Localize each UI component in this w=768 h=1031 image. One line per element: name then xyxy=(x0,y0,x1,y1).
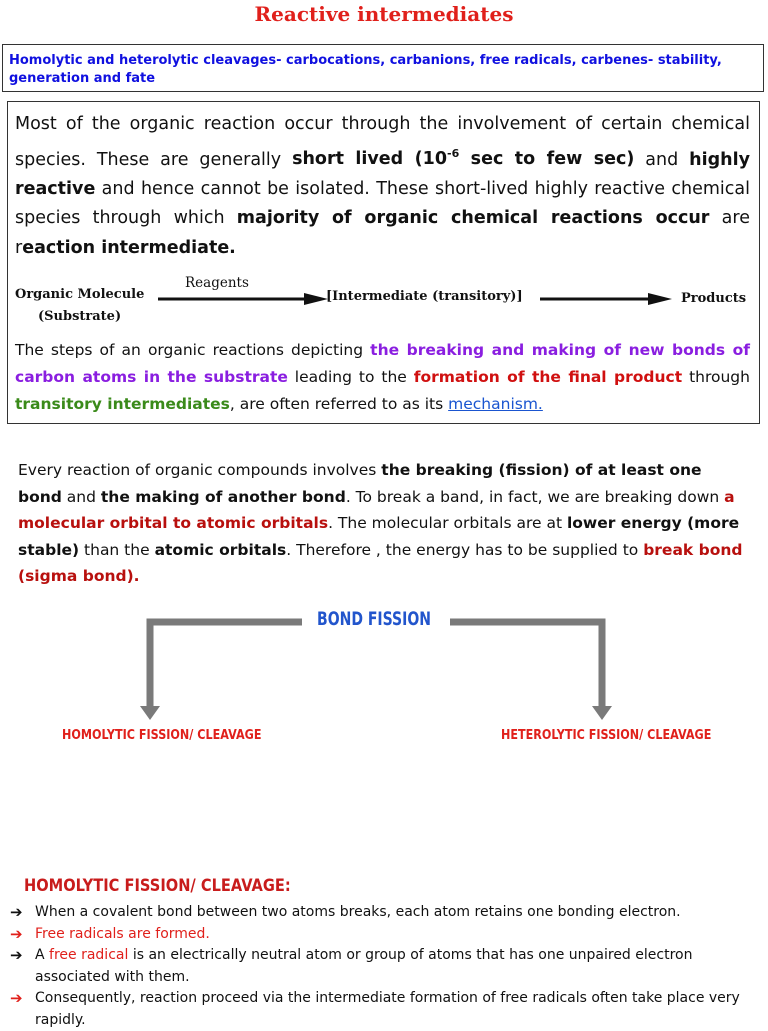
intro-reaction-intermediate: eaction intermediate. xyxy=(22,237,236,258)
steps-paragraph xyxy=(15,337,750,418)
steps-final-product: formation of the final product xyxy=(413,368,683,386)
substrate-label: Organic Molecule xyxy=(15,287,145,302)
arrow-bullet-icon: ➔ xyxy=(10,924,23,943)
intro-box xyxy=(7,101,760,424)
arrow-bullet-icon: ➔ xyxy=(10,989,23,1007)
homolytic-bullet-list xyxy=(10,902,758,1031)
mechanism-link[interactable]: mechanism. xyxy=(448,395,543,413)
steps-text: The steps of an organic reactions depicting xyxy=(15,341,371,359)
arrow-1-icon xyxy=(158,291,330,307)
every-text: and xyxy=(61,487,101,506)
steps-text: , are often referred to as its xyxy=(229,395,449,413)
intermediate-label: [Intermediate (transitory)] xyxy=(326,289,523,304)
intro-majority: majority of organic chemical reactions occur xyxy=(236,208,710,229)
bond-fission-diagram xyxy=(0,600,768,760)
every-molecular-orbital: a molecular orbital to atomic orbitals xyxy=(18,487,735,532)
intro-exponent: -6 xyxy=(447,147,460,161)
reagents-label: Reagents xyxy=(185,275,249,291)
list-item xyxy=(10,988,758,1031)
list-item xyxy=(10,945,758,988)
steps-text: leading to the xyxy=(287,368,414,386)
every-break-bond: break bond (sigma bond). xyxy=(18,540,743,585)
every-text: . The molecular orbitals are at xyxy=(328,514,567,532)
substrate-sublabel: (Substrate) xyxy=(38,309,122,324)
heterolytic-label: HETEROLYTIC FISSION/ CLEAVAGE xyxy=(501,728,712,743)
intro-paragraph xyxy=(15,110,750,263)
intro-short-lived: short lived (10 xyxy=(292,149,447,170)
intro-duration: sec to few sec) xyxy=(459,149,635,170)
intro-text: and xyxy=(634,149,690,170)
steps-text: through xyxy=(682,368,750,386)
intro-highly-reactive: highly reactive xyxy=(15,149,750,199)
topic-box: Homolytic and heterolytic cleavages- carbocations, carbanions, free radicals, carbenes- stability, generation and fate xyxy=(2,44,764,92)
products-label: Products xyxy=(681,291,747,306)
every-atomic-orbitals: atomic orbitals xyxy=(154,540,287,559)
bond-breaking-paragraph xyxy=(18,457,750,590)
bullet-text: Consequently, reaction proceed via the intermediate formation of free radicals often take place very rapidly. xyxy=(35,990,740,1028)
steps-transitory: transitory intermediates xyxy=(15,395,230,413)
steps-breaking-making: the breaking and making of new bonds of carbon atoms in the substrate xyxy=(15,341,750,386)
list-item xyxy=(10,902,758,924)
bond-fission-title: BOND FISSION xyxy=(317,608,431,630)
bullet-text: When a covalent bond between two atoms breaks, each atom retains one bonding electron. xyxy=(35,904,681,920)
intro-text: Most of the organic reaction occur through the involvement of certain chemical species. These are generally xyxy=(15,114,750,170)
intro-text: are r xyxy=(15,208,750,258)
homolytic-label: HOMOLYTIC FISSION/ CLEAVAGE xyxy=(62,728,262,743)
intro-text: and hence cannot be isolated. These short-lived highly reactive chemical species through which xyxy=(15,178,750,229)
free-radical-term: free radical xyxy=(49,947,129,963)
page-title: Reactive intermediates xyxy=(254,2,514,26)
bullet-text: is an electrically neutral atom or group of atoms that has one unpaired electron associated with them. xyxy=(35,947,693,985)
every-text: Every reaction of organic compounds involves xyxy=(18,461,382,479)
every-text: . To break a band, in fact, we are breaking down xyxy=(345,487,725,506)
list-item xyxy=(10,924,758,946)
every-making: the making of another bond xyxy=(100,487,346,506)
every-text: than the xyxy=(79,540,155,559)
every-breaking: the breaking (fission) of at least one bond xyxy=(18,461,702,506)
arrow-2-icon xyxy=(540,291,674,307)
reaction-flow-diagram xyxy=(8,267,759,327)
bullet-text: Free radicals are formed. xyxy=(35,925,210,942)
every-text: . Therefore , the energy has to be supplied to xyxy=(286,540,644,559)
every-lower-energy: lower energy (more stable) xyxy=(18,514,740,559)
bullet-text: A xyxy=(35,947,50,963)
arrow-bullet-icon: ➔ xyxy=(10,903,23,921)
arrow-bullet-icon: ➔ xyxy=(10,946,23,964)
homolytic-heading: HOMOLYTIC FISSION/ CLEAVAGE: xyxy=(24,876,291,896)
